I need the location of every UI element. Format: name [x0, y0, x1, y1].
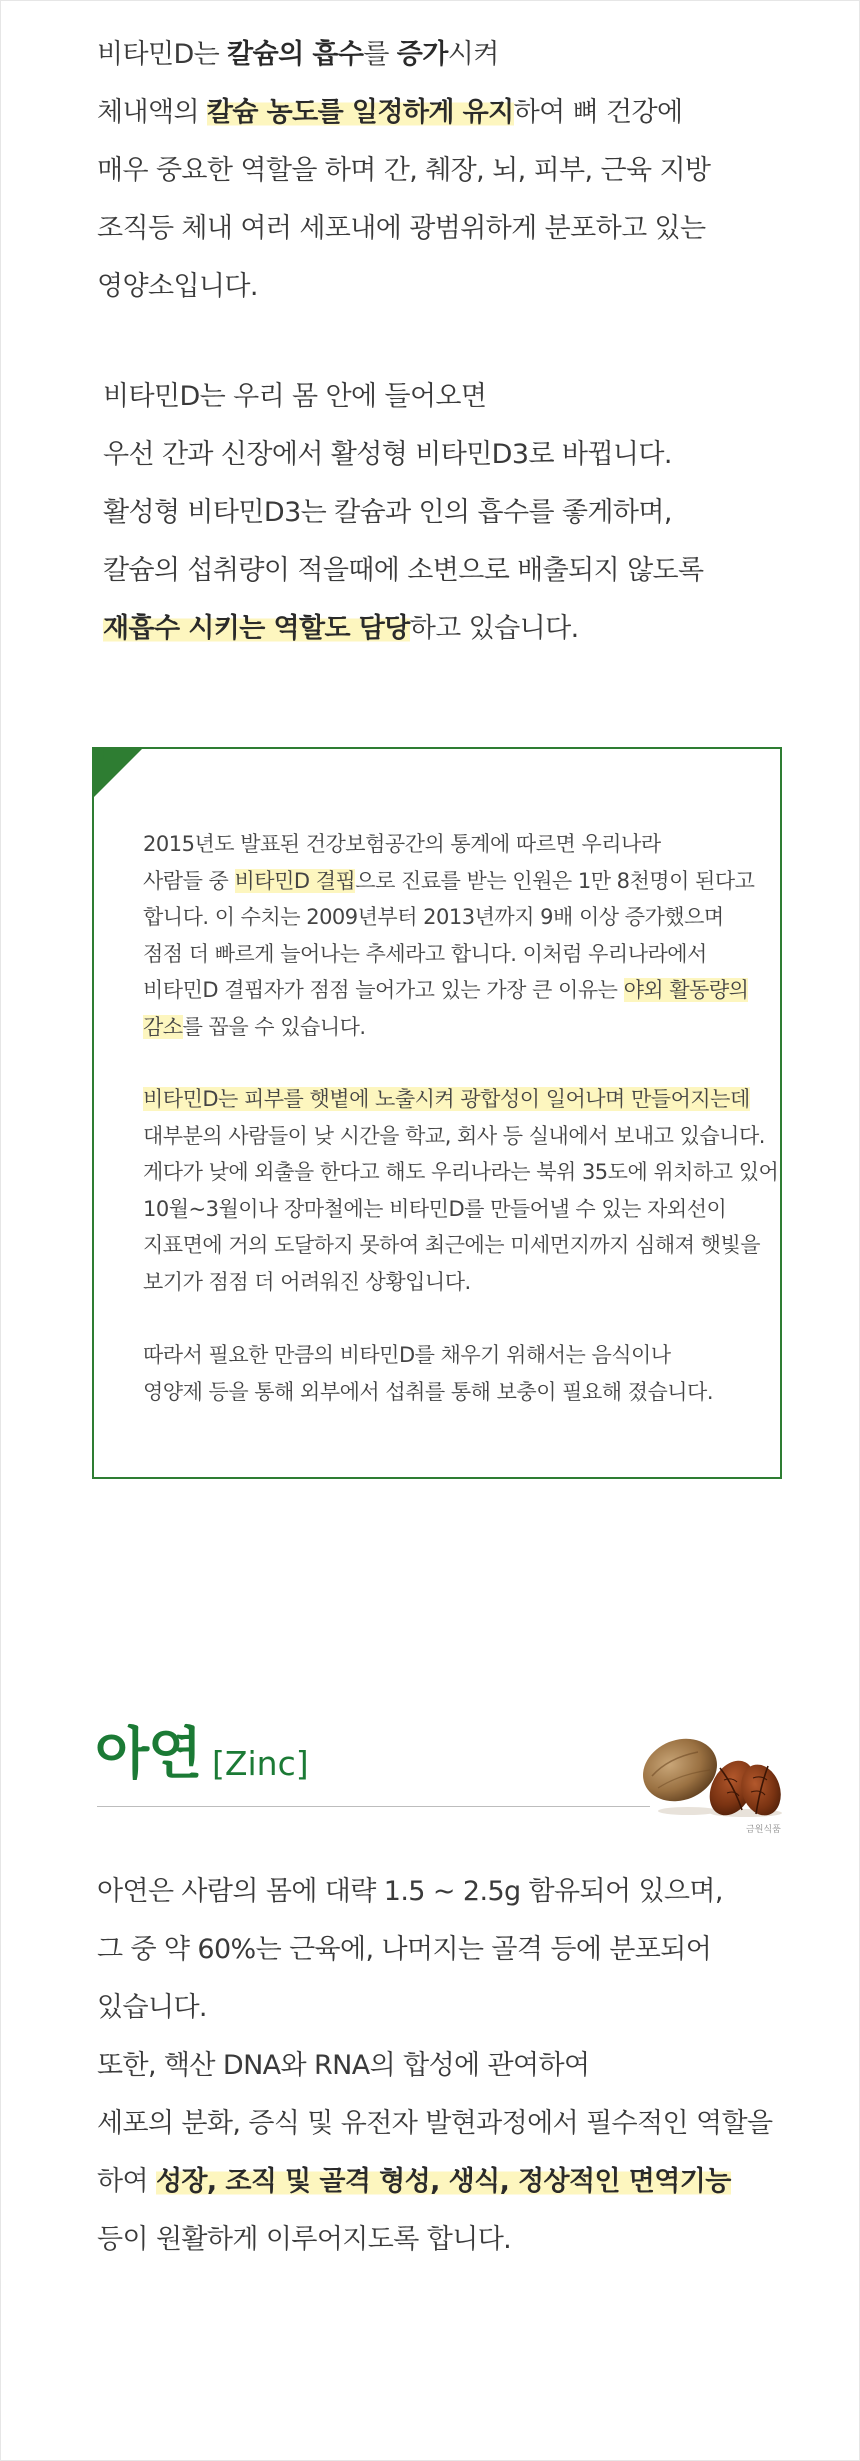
highlighted-text: 감소: [143, 1014, 183, 1039]
text-line: [143, 826, 754, 863]
text-segment: 하여: [97, 2166, 156, 2197]
text-segment: 활성형 비타민D3는 칼슘과 인의 흡수를 좋게하며,: [103, 497, 672, 528]
text-line: [143, 1227, 778, 1264]
highlighted-text: 칼슘의 흡수: [227, 39, 364, 70]
text-line: [97, 1979, 772, 2037]
text-segment: 우선 간과 신장에서 활성형 비타민D3로 바뀝니다.: [103, 439, 672, 470]
text-segment: 를: [363, 39, 397, 70]
zinc-section-title: 아연: [95, 1722, 202, 1787]
text-line: [103, 542, 704, 600]
text-segment: 으로 진료를 받는 인원은 1만 8천명이 된다고: [355, 868, 755, 893]
highlighted-text: 증가: [396, 39, 448, 70]
text-segment: 비타민D 결핍자가 점점 늘어가고 있는 가장 큰 이유는: [143, 978, 624, 1002]
text-line: [143, 1374, 713, 1411]
plus-icon: +: [97, 744, 112, 764]
text-line: [97, 142, 710, 200]
text-line: [97, 26, 710, 84]
text-segment: 하여 뼈 건강에: [513, 97, 683, 128]
zinc-section-subtitle: [Zinc]: [212, 1744, 309, 1783]
text-segment: 하고 있습니다.: [409, 613, 579, 644]
vitamin-d-intro-paragraph: [97, 26, 710, 316]
highlighted-text: 비타민D는 피부를 햇볕에 노출시켜 광합성이 일어나며 만들어지는데: [143, 1087, 750, 1111]
text-segment: 또한, 핵산 DNA와 RNA의 합성에 관여하여: [97, 2050, 590, 2081]
text-segment: 2015년도 발표된 건강보험공간의 통계에 따르면 우리나라: [143, 832, 661, 856]
text-segment: 따라서 필요한 만큼의 비타민D를 채우기 위해서는 음식이나: [143, 1343, 671, 1367]
text-segment: 를 꼽을 수 있습니다.: [182, 1014, 366, 1039]
text-segment: 영양제 등을 통해 외부에서 섭취를 통해 보충이 필요해 졌습니다.: [143, 1379, 714, 1404]
text-segment: 비타민D는 우리 몸 안에 들어오면: [103, 381, 487, 412]
text-line: [143, 1191, 778, 1228]
text-segment: 비타민D는: [97, 39, 228, 70]
text-segment: 그 중 약 60%는 근육에, 나머지는 골격 등에 분포되어: [97, 1934, 712, 1965]
highlighted-text: 칼슘 농도를 일정하게 유지: [206, 97, 514, 128]
title-divider: [97, 1806, 650, 1807]
text-line: [143, 863, 754, 900]
text-line: [143, 972, 754, 1009]
text-line: [103, 484, 704, 542]
text-segment: 대부분의 사람들이 낮 시간을 학교, 회사 등 실내에서 보내고 있습니다.: [143, 1123, 765, 1148]
text-segment: 사람들 중: [143, 868, 235, 893]
text-line: [97, 2095, 772, 2153]
text-line: [97, 2037, 772, 2095]
text-segment: 칼슘의 섭취량이 적을때에 소변으로 배출되지 않도록: [103, 555, 704, 586]
text-line: [143, 1118, 778, 1155]
text-segment: 매우 중요한 역할을 하며 간, 췌장, 뇌, 피부, 근육 지방: [97, 155, 711, 186]
supplement-need-paragraph: [143, 1337, 713, 1410]
text-segment: 있습니다.: [97, 1992, 207, 2023]
text-segment: 지표면에 거의 도달하지 못하여 최근에는 미세먼지까지 심해져 햇빛을: [143, 1233, 761, 1257]
highlighted-text: 재흡수 시키는 역할도 담당: [103, 613, 410, 644]
text-line: [97, 1921, 772, 1979]
text-line: [103, 426, 704, 484]
text-line: [143, 936, 754, 973]
text-segment: 아연은 사람의 몸에 대략 1.5 ~ 2.5g 함유되어 있으며,: [97, 1876, 723, 1907]
text-segment: 10월~3월이나 장마철에는 비타민D를 만들어낼 수 있는 자외선이: [143, 1196, 727, 1221]
text-line: [97, 2211, 772, 2269]
highlighted-text: 야외 활동량의: [623, 978, 749, 1002]
text-segment: 세포의 분화, 증식 및 유전자 발현과정에서 필수적인 역할을: [97, 2108, 773, 2139]
highlighted-text: 비타민D 결핍: [234, 868, 356, 893]
text-line: [97, 1863, 772, 1921]
text-line: [143, 1081, 778, 1118]
zinc-description-paragraph: [97, 1863, 772, 2269]
text-segment: 게다가 낮에 외출을 한다고 해도 우리나라는 북위 35도에 위치하고 있어: [143, 1160, 779, 1184]
text-segment: 보기가 점점 더 어려워진 상황입니다.: [143, 1269, 471, 1294]
sunlight-exposure-paragraph: [143, 1081, 778, 1300]
text-segment: 점점 더 빠르게 늘어나는 추세라고 합니다. 이처럼 우리나라에서: [143, 941, 707, 966]
text-segment: 체내액의: [97, 97, 207, 128]
text-line: [103, 600, 704, 658]
deficiency-statistics-paragraph: [143, 826, 754, 1045]
text-line: [97, 84, 710, 142]
text-line: [103, 368, 704, 426]
text-segment: 시켜: [447, 39, 499, 70]
text-segment: 영양소입니다.: [97, 271, 258, 302]
image-caption: 금원식품: [746, 1825, 781, 1835]
text-line: [143, 1264, 778, 1301]
text-line: [143, 899, 754, 936]
text-line: [143, 1009, 754, 1046]
text-line: [97, 258, 710, 316]
vitamin-d-conversion-paragraph: [103, 368, 704, 658]
text-segment: 조직등 체내 여러 세포내에 광범위하게 분포하고 있는: [97, 213, 706, 244]
pecan-nuts-image: [628, 1718, 788, 1818]
text-line: [143, 1154, 778, 1191]
text-line: [143, 1337, 713, 1374]
text-segment: 합니다. 이 수치는 2009년부터 2013년까지 9배 이상 증가했으며: [143, 905, 724, 929]
text-line: [97, 200, 710, 258]
text-segment: 등이 원활하게 이루어지도록 합니다.: [97, 2224, 512, 2255]
highlighted-text: 성장, 조직 및 골격 형성, 생식, 정상적인 면역기능: [155, 2166, 731, 2197]
text-line: [97, 2153, 772, 2211]
